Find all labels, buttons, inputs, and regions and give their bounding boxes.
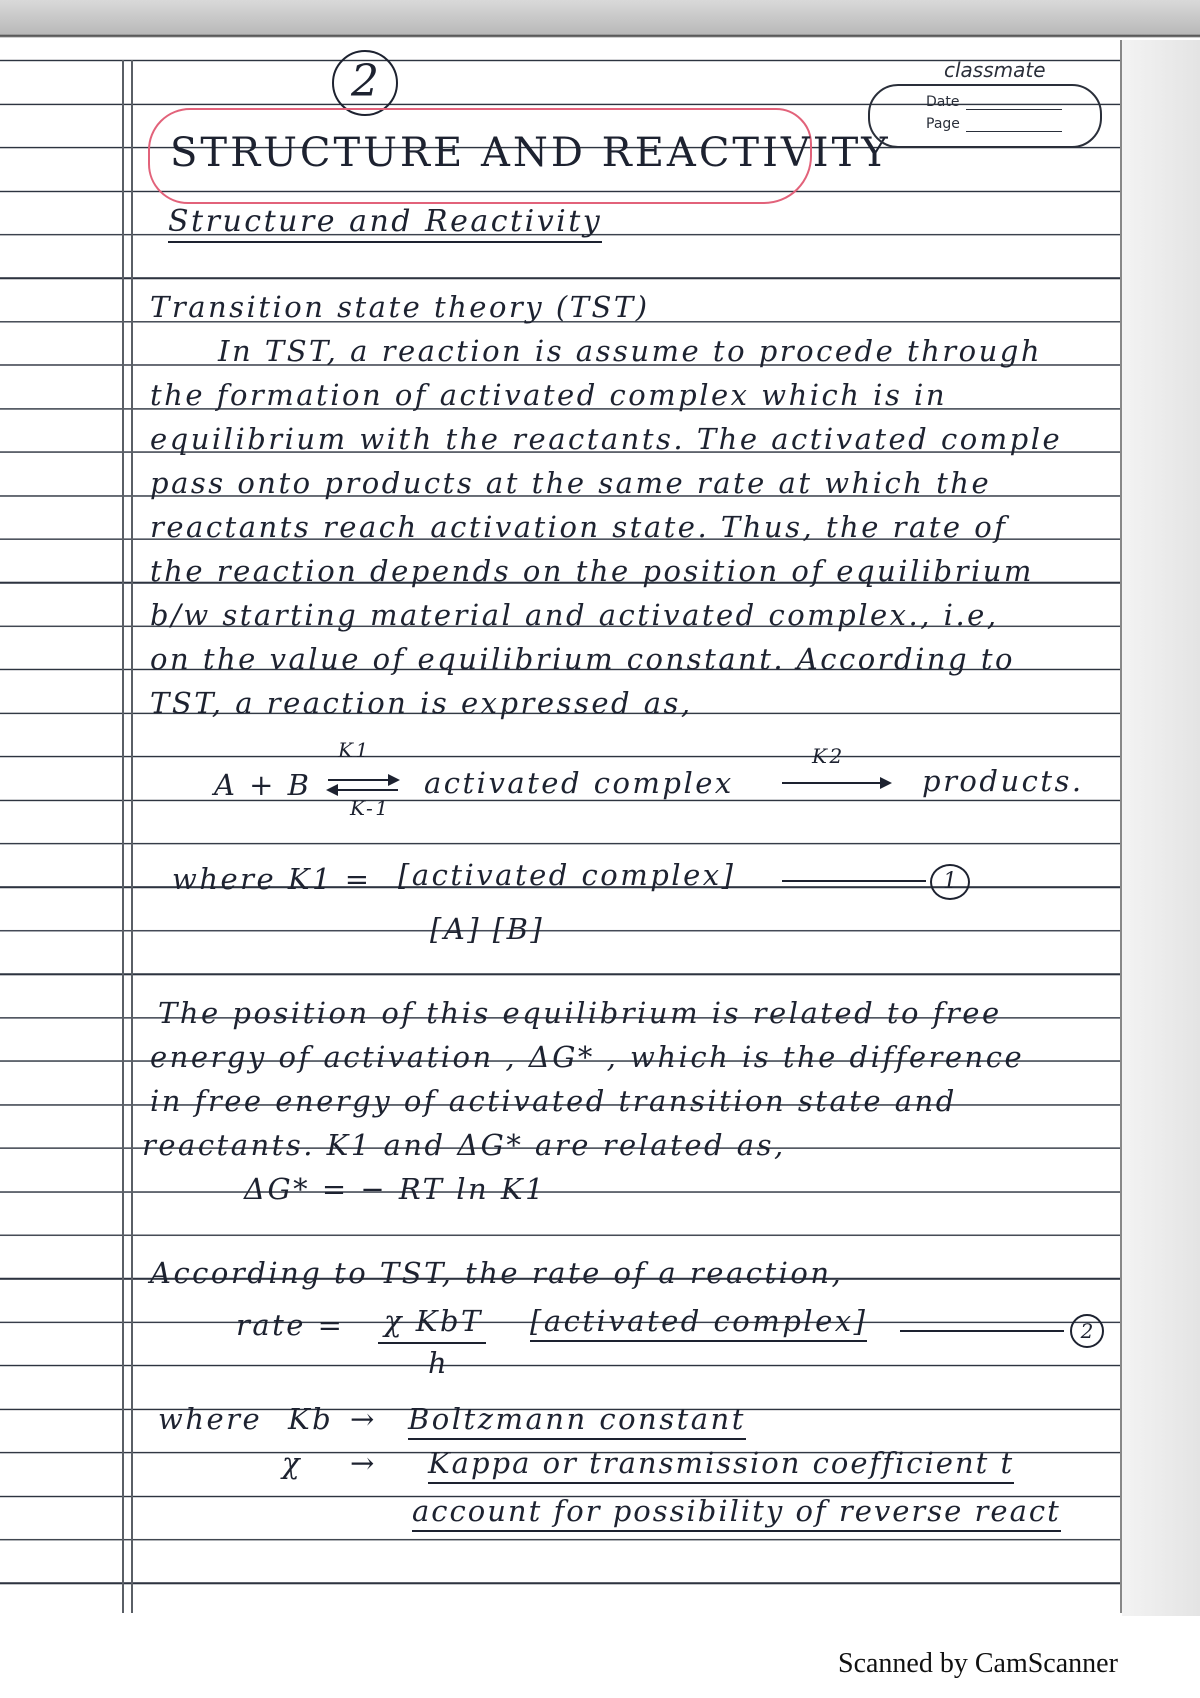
rate-numerator: χ KbT xyxy=(384,1304,483,1338)
text-line: b/w starting material and activated complex., i.e, xyxy=(150,598,999,632)
text-line: in free energy of activated transition state and xyxy=(150,1084,957,1118)
subtitle: Structure and Reactivity xyxy=(168,204,602,243)
k-forward-label: K1 xyxy=(338,738,371,762)
eq2-dash xyxy=(900,1330,1064,1332)
text-line: the formation of activated complex which is in xyxy=(150,378,947,412)
page-line xyxy=(966,131,1062,132)
margin-line-left xyxy=(122,60,124,1613)
text-line: reactants. K1 and ΔG* are related as, xyxy=(142,1128,786,1162)
reverse-arrow xyxy=(336,789,398,791)
text-line: reactants reach activation state. Thus, the rate of xyxy=(150,510,1008,544)
eq1-denominator: [A] [B] xyxy=(430,912,545,946)
margin-line-right xyxy=(131,60,133,1613)
chapter-number: 2 xyxy=(332,50,398,116)
def-arrow: → xyxy=(350,1446,377,1480)
def-meaning: Kappa or transmission coefficient t xyxy=(428,1446,1014,1484)
text-line: account for possibility of reverse react xyxy=(412,1494,1061,1532)
forward-arrow xyxy=(328,779,390,781)
text-line: TST, a reaction is expressed as, xyxy=(150,686,693,720)
def-symbol: χ xyxy=(282,1446,303,1480)
text-line: equilibrium with the reactants. The activated comple xyxy=(150,422,1063,456)
def-arrow: → xyxy=(350,1402,377,1436)
intermediate: activated complex xyxy=(424,766,734,800)
forward-arrowhead xyxy=(388,774,400,786)
rate-label: rate = xyxy=(236,1308,345,1342)
rate-denominator: h xyxy=(428,1346,450,1380)
text-line: pass onto products at the same rate at which the xyxy=(150,466,992,500)
text-line: energy of activation , ΔG* , which is the difference xyxy=(150,1040,1025,1074)
date-label: Date xyxy=(926,94,960,110)
page-top-edge xyxy=(0,0,1200,38)
eq1-numerator: [activated complex] xyxy=(398,858,736,892)
products: products. xyxy=(922,764,1084,798)
free-energy-formula: ΔG* = − RT ln K1 xyxy=(244,1172,547,1206)
rate-fraction-line xyxy=(378,1342,486,1344)
brand-logo: classmate xyxy=(944,58,1046,82)
text-line: In TST, a reaction is assume to procede through xyxy=(218,334,1043,368)
k2-label: K2 xyxy=(812,744,845,768)
page-fold-line xyxy=(1120,40,1122,1613)
k2-arrowhead xyxy=(880,777,892,789)
eq1-dash xyxy=(782,880,926,882)
k2-arrow xyxy=(782,782,882,784)
eq2-number: 2 xyxy=(1070,1314,1104,1348)
section-heading: Transition state theory (TST) xyxy=(150,290,650,324)
k-reverse-label: K-1 xyxy=(350,796,391,820)
eq1-number: 1 xyxy=(930,864,970,900)
reactants: A + B xyxy=(214,768,312,802)
text-line: the reaction depends on the position of equilibrium xyxy=(150,554,1034,588)
rate-concentration: [activated complex] xyxy=(530,1304,867,1342)
reverse-arrowhead xyxy=(326,784,338,796)
date-page-box xyxy=(868,84,1102,148)
page-label: Page xyxy=(926,116,960,132)
date-line xyxy=(966,109,1062,110)
where-label: where xyxy=(158,1402,263,1436)
def-meaning: Boltzmann constant xyxy=(408,1402,746,1440)
def-symbol: Kb xyxy=(288,1402,334,1436)
text-line: on the value of equilibrium constant. According to xyxy=(150,642,1015,676)
page-right-edge xyxy=(1122,40,1200,1618)
text-line: The position of this equilibrium is related to free xyxy=(158,996,1002,1030)
text-line: According to TST, the rate of a reaction, xyxy=(150,1256,844,1290)
page-title: STRUCTURE AND REACTIVITY xyxy=(170,130,891,176)
eq1-prefix: where K1 = xyxy=(172,862,372,896)
scanner-watermark: Scanned by CamScanner xyxy=(838,1648,1118,1679)
